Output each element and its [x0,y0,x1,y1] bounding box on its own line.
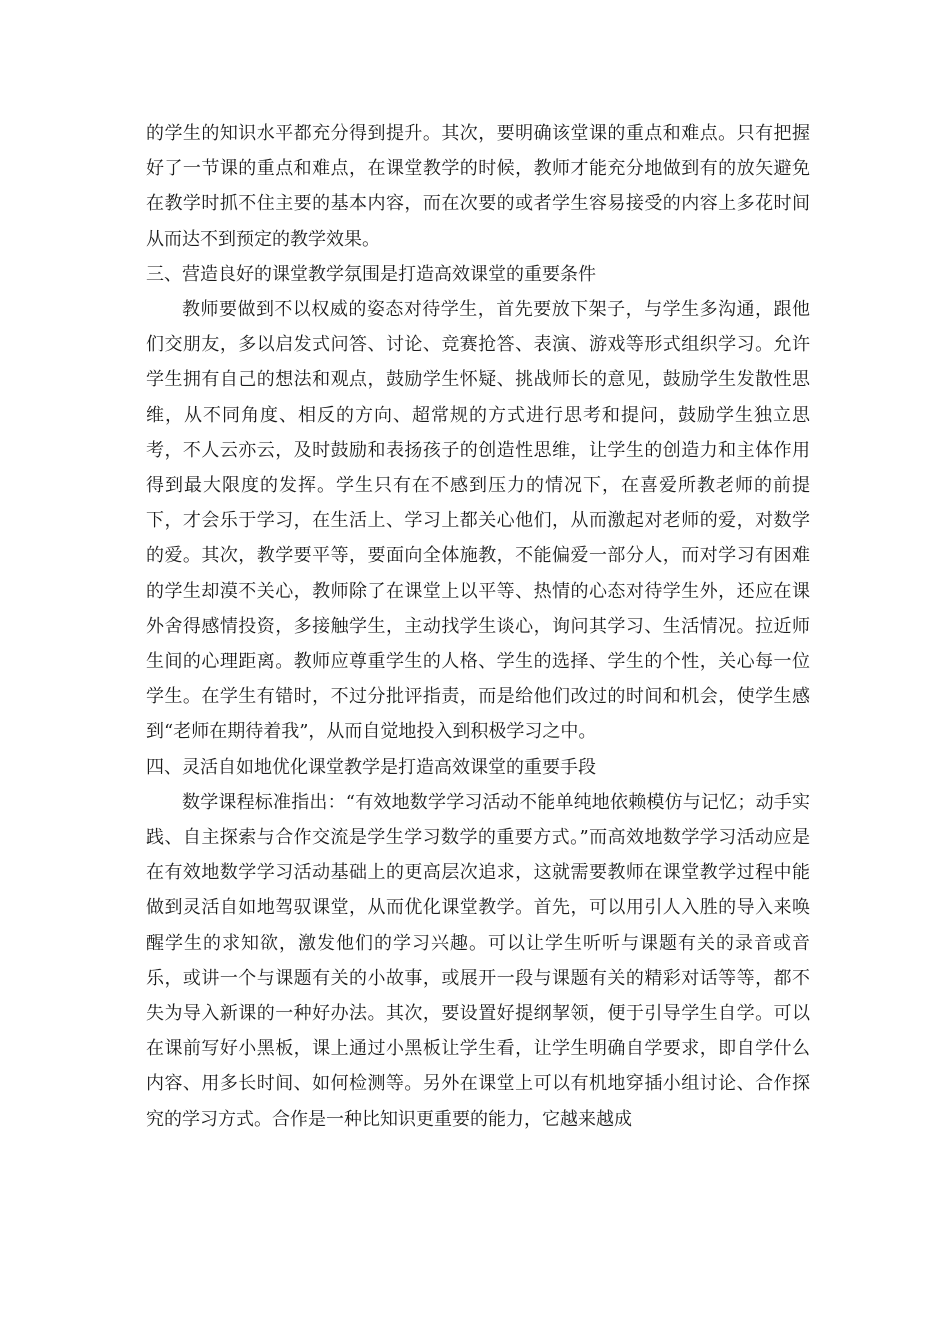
section-heading-3: 三、营造良好的课堂教学氛围是打造高效课堂的重要条件 [146,263,596,285]
paragraph-classroom-atmosphere: 教师要做到不以权威的姿态对待学生，首先要放下架子，与学生多沟通，跟他们交朋友，多以启发式问答、讨论、竞赛抢答、表演、游戏等形式组织学习。允许学生拥有自己的想法和观点，鼓励学生怀疑、挑战师长的意见，鼓励学生发散性思维，从不同角度、相反的方向、超常规的方式进行思考和提问，鼓励学生独立思考，不人云亦云，及时鼓励和表扬孩子的创造性思维，让学生的创造力和主体作用得到最大限度的发挥。学生只有在不感到压力的情况下，在喜爱所教老师的前提下，才会乐于学习，在生活上、学习上都关心他们，从而激起对老师的爱，对数学的爱。其次，教学要平等，要面向全体施教，不能偏爱一部分人，而对学习有困难的学生却漠不关心，教师除了在课堂上以平等、热情的心态对待学生外，还应在课外舍得感情投资，多接触学生，主动找学生谈心，询问其学习、生活情况。拉近师生间的心理距离。教师应尊重学生的人格、学生的选择、学生的个性，关心每一位学生。在学生有错时，不过分批评指责，而是给他们改过的时间和机会，使学生感到“老师在期待着我”，从而自觉地投入到积极学习之中。 [146,299,810,743]
paragraph-continuation: 的学生的知识水平都充分得到提升。其次，要明确该堂课的重点和难点。只有把握好了一节课的重点和难点，在课堂教学的时候，教师才能充分地做到有的放矢避免在教学时抓不住主要的基本内容，而在次要的或者学生容易接受的内容上多花时间从而达不到预定的教学效果。 [146,123,810,250]
document-body [146,116,810,1137]
paragraph-optimize-teaching: 数学课程标准指出：“有效地数学学习活动不能单纯地依赖模仿与记忆；动手实践、自主探索与合作交流是学生学习数学的重要方式。”而高效地数学学习活动应是在有效地数学学习活动基础上的更高层次追求，这就需要教师在课堂教学过程中能做到灵活自如地驾驭课堂，从而优化课堂教学。首先，可以用引人入胜的导入来唤醒学生的求知欲，激发他们的学习兴趣。可以让学生听听与课题有关的录音或音乐，或讲一个与课题有关的小故事，或展开一段与课题有关的精彩对话等等，都不失为导入新课的一种好办法。其次，要设置好提纲挈领，便于引导学生自学。可以在课前写好小黑板，课上通过小黑板让学生看，让学生明确自学要求，即自学什么内容、用多长时间、如何检测等。另外在课堂上可以有机地穿插小组讨论、合作探究的学习方式。合作是一种比知识更重要的能力，它越来越成 [146,791,810,1130]
section-heading-4: 四、灵活自如地优化课堂教学是打造高效课堂的重要手段 [146,756,596,778]
